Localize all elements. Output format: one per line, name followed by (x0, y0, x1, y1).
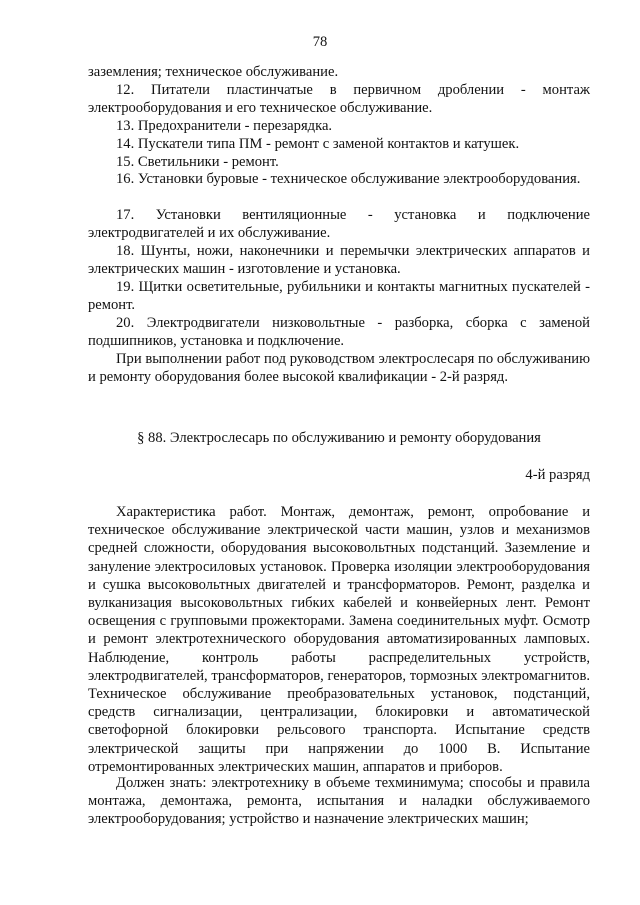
list-item-17: 17. Установки вентиляционные - установка и подключение электродвигателей и их обслуживание. (88, 207, 590, 242)
supervision-note: При выполнении работ под руководством электрослесаря по обслуживанию и ремонту оборудования более высокой квалификации - 2-й разряд. (88, 351, 590, 386)
list-item-continuation: заземления; техническое обслуживание. (88, 64, 339, 80)
list-item-13: 13. Предохранители - перезарядка. (116, 118, 333, 134)
list-item-18: 18. Шунты, ножи, наконечники и перемычки электрических аппаратов и электрических машин - изготовление и установка. (88, 243, 590, 278)
list-item-12: 12. Питатели пластинчатые в первичном дроблении - монтаж электрооборудования и его техническое обслуживание. (88, 82, 590, 117)
must-know-paragraph: Должен знать: электротехнику в объеме техминимума; способы и правила монтажа, демонтажа, ремонта, испытания и наладки обслуживаемого электрооборудования; устройство и назначение электрических машин; (88, 775, 590, 828)
rank-label: 4-й разряд (525, 467, 590, 483)
list-item-14: 14. Пускатели типа ПМ - ремонт с заменой контактов и катушек. (116, 136, 520, 152)
page-number: 78 (312, 34, 328, 50)
section-heading: § 88. Электрослесарь по обслуживанию и ремонту оборудования (137, 430, 541, 446)
list-item-16: 16. Установки буровые - техническое обслуживание электрооборудования. (116, 171, 581, 187)
list-item-15: 15. Светильники - ремонт. (116, 154, 279, 170)
work-characteristics-paragraph: Характеристика работ. Монтаж, демонтаж, ремонт, опробование и техническое обслуживание электрической части машин, узлов и механизмов средней сложности, оборудования высоковольтных подстанций. Заземление и зануление электросиловых установок. Проверка изоляции электрооборудования и сушка высоковольтных двигателей и трансформаторов. Ремонт, разделка и вулканизация высоковольтных гибких кабелей и конвейерных лент. Ремонт освещения с групповыми прожекторами. Замена соединительных муфт. Осмотр и ремонт электротехнического оборудования автоматизированных ламповых. Наблюдение, контроль работы распределительных устройств, электродвигателей, трансформаторов, генераторов, тормозных электромагнитов. Техническое обслуживание преобразовательных установок, подстанций, средств сигнализации, централизации, блокировки и автоматической светофорной блокировки рельсового транспорта. Испытание средств электрической защиты при напряжении до 1000 В. Испытание отремонтированных электрических машин, аппаратов и приборов. (88, 504, 590, 775)
list-item-19: 19. Щитки осветительные, рубильники и контакты магнитных пускателей - ремонт. (88, 279, 590, 314)
list-item-20: 20. Электродвигатели низковольтные - разборка, сборка с заменой подшипников, установка и подключение. (88, 315, 590, 350)
